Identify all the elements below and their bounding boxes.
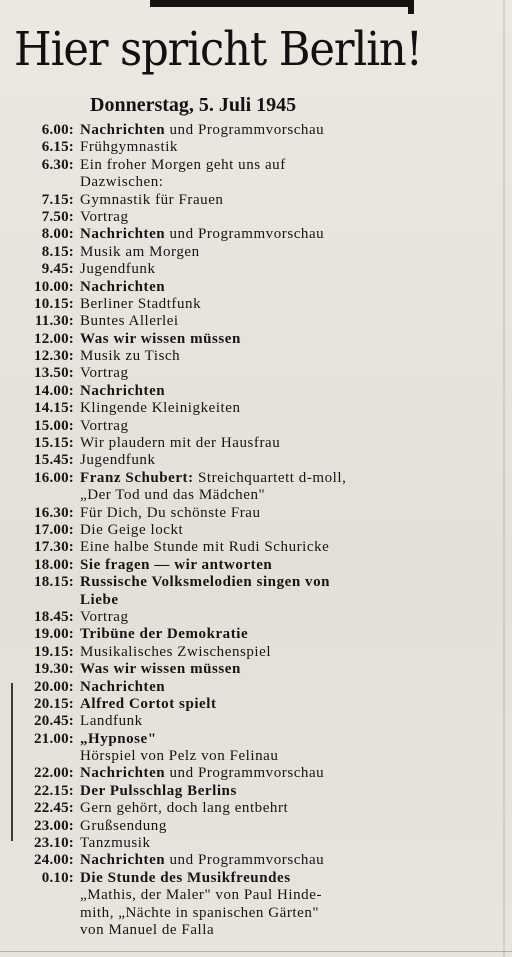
program-text: Streichquartett d-moll, xyxy=(193,469,347,486)
schedule-time: 23.00: xyxy=(34,817,74,834)
schedule-program xyxy=(80,922,214,939)
schedule-row xyxy=(20,765,420,782)
program-text: Musikalisches Zwischenspiel xyxy=(80,643,272,660)
schedule-time: 14.15: xyxy=(34,400,74,417)
schedule-row xyxy=(20,505,420,522)
schedule-program xyxy=(80,661,241,678)
schedule-time: 20.00: xyxy=(34,678,74,695)
schedule-time: 19.15: xyxy=(34,643,74,660)
schedule-program xyxy=(80,609,129,626)
schedule-program xyxy=(80,835,151,852)
schedule-time: 12.00: xyxy=(34,330,74,347)
schedule-row xyxy=(20,487,420,504)
schedule-time: 8.15: xyxy=(41,243,74,260)
program-text: Buntes Allerlei xyxy=(80,313,179,330)
program-text: Tanzmusik xyxy=(80,835,151,852)
schedule-row xyxy=(20,313,420,330)
program-schedule xyxy=(20,122,420,939)
program-title: Nachrichten xyxy=(80,765,166,782)
schedule-program xyxy=(80,139,178,156)
program-title: Liebe xyxy=(80,591,119,608)
program-title: Nachrichten xyxy=(80,678,166,695)
schedule-program xyxy=(80,731,157,748)
program-title: Alfred Cortot spielt xyxy=(80,695,217,712)
schedule-time: 0.10: xyxy=(41,869,74,886)
schedule-row xyxy=(20,870,420,887)
schedule-row xyxy=(20,365,420,382)
program-text: Vortrag xyxy=(80,365,129,382)
schedule-program xyxy=(80,418,129,435)
schedule-program xyxy=(80,435,280,452)
program-title: Was wir wissen müssen xyxy=(80,661,241,678)
schedule-program xyxy=(80,244,200,261)
program-title: Was wir wissen müssen xyxy=(80,330,241,347)
program-text: Klingende Kleinigkeiten xyxy=(80,400,241,417)
schedule-program xyxy=(80,470,346,487)
program-title: Sie fragen — wir antworten xyxy=(80,556,273,573)
schedule-program xyxy=(80,748,278,765)
schedule-time: 18.00: xyxy=(34,556,74,573)
program-text: und Programmvorschau xyxy=(165,226,325,243)
program-text: Berliner Stadtfunk xyxy=(80,295,202,312)
program-text: Jugendfunk xyxy=(80,452,156,469)
schedule-program xyxy=(80,852,324,869)
schedule-row xyxy=(20,348,420,365)
schedule-time: 16.30: xyxy=(34,504,74,521)
schedule-program xyxy=(80,713,143,730)
schedule-time: 13.50: xyxy=(34,365,74,382)
schedule-time: 10.15: xyxy=(34,295,74,312)
schedule-time: 18.45: xyxy=(34,608,74,625)
program-text: Musik am Morgen xyxy=(80,243,200,260)
program-title: Der Pulsschlag Berlins xyxy=(80,782,237,799)
schedule-row xyxy=(20,522,420,539)
program-text: von Manuel de Falla xyxy=(80,921,215,938)
schedule-program xyxy=(80,818,167,835)
right-edge-rule xyxy=(503,0,505,957)
schedule-program xyxy=(80,765,324,782)
schedule-row xyxy=(20,279,420,296)
schedule-row xyxy=(20,696,420,713)
schedule-row xyxy=(20,296,420,313)
schedule-time: 14.00: xyxy=(34,382,74,399)
program-title: Tribüne der Demokratie xyxy=(80,626,249,643)
schedule-row xyxy=(20,157,420,174)
schedule-program xyxy=(80,592,119,609)
schedule-time: 19.00: xyxy=(34,626,74,643)
margin-rule xyxy=(11,683,13,841)
schedule-time: 9.45: xyxy=(41,261,74,278)
schedule-time: 24.00: xyxy=(34,852,74,869)
schedule-row xyxy=(20,244,420,261)
schedule-program xyxy=(80,331,241,348)
program-title: Nachrichten xyxy=(80,382,166,399)
top-rule-hook xyxy=(408,0,414,14)
program-text: Gern gehört, doch lang entbehrt xyxy=(80,800,289,817)
program-text: Dazwischen: xyxy=(80,174,164,191)
schedule-row xyxy=(20,609,420,626)
schedule-row xyxy=(20,226,420,243)
bottom-rule xyxy=(0,951,512,952)
schedule-row xyxy=(20,679,420,696)
schedule-time: 6.00: xyxy=(41,122,74,138)
schedule-program xyxy=(80,539,329,556)
program-text: Wir plaudern mit der Hausfrau xyxy=(80,435,281,452)
program-text: Frühgymnastik xyxy=(80,139,178,156)
schedule-time: 16.00: xyxy=(34,469,74,486)
schedule-program xyxy=(80,574,330,591)
schedule-row xyxy=(20,592,420,609)
program-text: Vortrag xyxy=(80,208,129,225)
schedule-row xyxy=(20,783,420,800)
schedule-program xyxy=(80,348,180,365)
schedule-row xyxy=(20,192,420,209)
program-title: „Hypnose" xyxy=(80,730,157,747)
schedule-program xyxy=(80,296,201,313)
schedule-program xyxy=(80,279,165,296)
program-text: mith, „Nächte in spanischen Gärten" xyxy=(80,904,320,921)
schedule-program xyxy=(80,696,217,713)
schedule-time: 21.00: xyxy=(34,730,74,747)
schedule-row xyxy=(20,922,420,939)
schedule-time: 18.15: xyxy=(34,574,74,591)
schedule-row xyxy=(20,835,420,852)
schedule-program xyxy=(80,557,272,574)
schedule-row xyxy=(20,713,420,730)
schedule-row xyxy=(20,626,420,643)
schedule-row xyxy=(20,400,420,417)
schedule-row xyxy=(20,852,420,869)
schedule-time: 22.00: xyxy=(34,765,74,782)
schedule-row xyxy=(20,539,420,556)
schedule-time: 7.50: xyxy=(41,208,74,225)
date-heading: Donnerstag, 5. Juli 1945 xyxy=(90,94,297,116)
schedule-time: 20.15: xyxy=(34,695,74,712)
schedule-row xyxy=(20,905,420,922)
schedule-row xyxy=(20,331,420,348)
schedule-row xyxy=(20,209,420,226)
schedule-program xyxy=(80,365,129,382)
program-title: Nachrichten xyxy=(80,852,166,869)
schedule-program xyxy=(80,400,241,417)
schedule-program xyxy=(80,522,183,539)
program-text: und Programmvorschau xyxy=(165,122,325,138)
program-text: Die Geige lockt xyxy=(80,521,184,538)
schedule-row xyxy=(20,748,420,765)
schedule-program xyxy=(80,261,156,278)
schedule-time: 6.15: xyxy=(41,139,74,156)
schedule-row xyxy=(20,818,420,835)
schedule-program xyxy=(80,887,322,904)
schedule-time: 8.00: xyxy=(41,226,74,243)
program-title: Nachrichten xyxy=(80,278,166,295)
program-title: Franz Schubert: xyxy=(80,469,194,486)
schedule-time: 7.15: xyxy=(41,191,74,208)
schedule-program xyxy=(80,644,271,661)
schedule-time: 19.30: xyxy=(34,661,74,678)
schedule-time: 17.00: xyxy=(34,521,74,538)
program-title: Die Stunde des Musikfreundes xyxy=(80,869,291,886)
schedule-time: 12.30: xyxy=(34,348,74,365)
schedule-program xyxy=(80,626,248,643)
schedule-row xyxy=(20,122,420,139)
schedule-time: 17.30: xyxy=(34,539,74,556)
schedule-program xyxy=(80,192,223,209)
schedule-time: 20.45: xyxy=(34,713,74,730)
schedule-row xyxy=(20,574,420,591)
schedule-row xyxy=(20,661,420,678)
schedule-program xyxy=(80,870,291,887)
program-title: Nachrichten xyxy=(80,122,166,138)
schedule-row xyxy=(20,800,420,817)
schedule-row xyxy=(20,139,420,156)
schedule-time: 11.30: xyxy=(34,313,74,330)
program-text: Gymnastik für Frauen xyxy=(80,191,224,208)
program-text: und Programmvorschau xyxy=(165,765,325,782)
schedule-program xyxy=(80,122,324,139)
schedule-row xyxy=(20,261,420,278)
schedule-program xyxy=(80,174,164,191)
schedule-row xyxy=(20,174,420,191)
schedule-row xyxy=(20,435,420,452)
schedule-time: 15.15: xyxy=(34,435,74,452)
schedule-program xyxy=(80,487,265,504)
schedule-program xyxy=(80,783,237,800)
program-title: Russische Volksmelodien singen von xyxy=(80,574,331,591)
schedule-row xyxy=(20,470,420,487)
program-title: Nachrichten xyxy=(80,226,166,243)
program-text: Musik zu Tisch xyxy=(80,348,181,365)
schedule-row xyxy=(20,557,420,574)
schedule-program xyxy=(80,679,165,696)
schedule-time: 22.15: xyxy=(34,782,74,799)
schedule-row xyxy=(20,644,420,661)
schedule-program xyxy=(80,452,156,469)
schedule-time: 22.45: xyxy=(34,800,74,817)
schedule-time: 6.30: xyxy=(41,156,74,173)
schedule-time: 15.00: xyxy=(34,417,74,434)
schedule-program xyxy=(80,226,324,243)
schedule-row xyxy=(20,731,420,748)
schedule-program xyxy=(80,905,319,922)
schedule-program xyxy=(80,505,261,522)
program-text: Hörspiel von Pelz von Felinau xyxy=(80,748,279,765)
schedule-row xyxy=(20,887,420,904)
program-text: Für Dich, Du schönste Frau xyxy=(80,504,261,521)
program-text: Vortrag xyxy=(80,417,129,434)
schedule-row xyxy=(20,452,420,469)
masthead-title: Hier spricht Berlin! xyxy=(14,22,422,77)
schedule-time: 23.10: xyxy=(34,835,74,852)
schedule-program xyxy=(80,157,286,174)
program-text: Grußsendung xyxy=(80,817,167,834)
schedule-program xyxy=(80,209,129,226)
schedule-time: 10.00: xyxy=(34,278,74,295)
schedule-row xyxy=(20,383,420,400)
program-text: „Mathis, der Maler" von Paul Hinde- xyxy=(80,887,322,904)
program-text: und Programmvorschau xyxy=(165,852,325,869)
top-rule xyxy=(150,0,414,7)
schedule-program xyxy=(80,383,165,400)
program-text: Landfunk xyxy=(80,713,143,730)
program-text: Ein froher Morgen geht uns auf xyxy=(80,156,286,173)
schedule-program xyxy=(80,800,288,817)
program-text: Eine halbe Stunde mit Rudi Schuricke xyxy=(80,539,330,556)
schedule-program xyxy=(80,313,179,330)
program-text: Vortrag xyxy=(80,608,129,625)
schedule-time: 15.45: xyxy=(34,452,74,469)
program-text: „Der Tod und das Mädchen" xyxy=(80,487,266,504)
program-text: Jugendfunk xyxy=(80,261,156,278)
schedule-row xyxy=(20,418,420,435)
